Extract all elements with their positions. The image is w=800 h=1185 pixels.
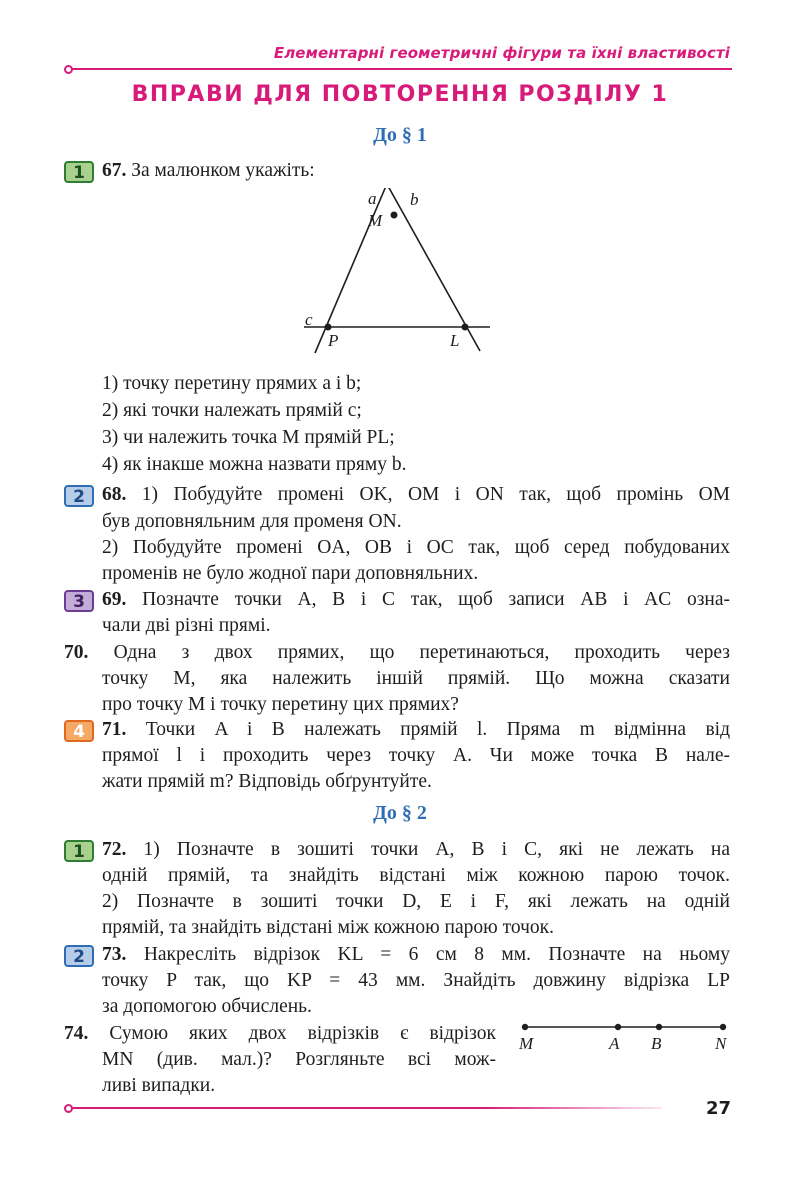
exercise-number: 69.: [102, 589, 127, 610]
exercise-67-title: [102, 158, 730, 183]
exercise-72-line-1: [102, 837, 730, 862]
exercise-number: 71.: [102, 719, 127, 740]
exercise-number: 67.: [102, 160, 127, 181]
point-n: [720, 1024, 726, 1030]
exercise-72-line-3: 2) Позначте в зошиті точки D, E і F, які лежать на одній: [102, 891, 730, 912]
exercise-number: 68.: [102, 484, 127, 505]
label-b: b: [410, 190, 419, 209]
exercise-text: 1) Позначте в зошиті точки A, B і C, які не лежать на: [143, 839, 731, 860]
point-m: [522, 1024, 528, 1030]
level-badge: 4: [64, 720, 94, 742]
label-p: P: [328, 331, 339, 350]
level-badge: 2: [64, 485, 94, 507]
exercise-69-line-2: чали дві різні прямі.: [102, 615, 271, 636]
exercise-73-line-2: точку P так, що KP = 43 мм. Знайдіть довжину відрізка LP: [102, 970, 730, 991]
level-badge: 3: [64, 590, 94, 612]
figure-segment-mn: [515, 1015, 740, 1055]
exercise-text: Точки A і B належать прямій l. Пряма m відмінна від: [145, 719, 731, 740]
label-b: B: [651, 1034, 662, 1053]
exercise-74-line-2: MN (див. мал.)? Розгляньте всі мож-: [102, 1049, 496, 1070]
label-m: M: [519, 1034, 534, 1053]
exercise-text: Позначте точки A, B і C так, щоб записи AB і AC озна-: [142, 589, 731, 610]
exercise-72-line-2: одній прямій, та знайдіть відстані між кожною парою точок.: [102, 865, 730, 886]
exercise-71-line-2: прямої l і проходить через точку A. Чи може точка B нале-: [102, 745, 730, 766]
exercise-74-line-3: ливі випадки.: [102, 1075, 216, 1096]
label-c: c: [305, 310, 313, 329]
exercise-67-item-3: 3) чи належить точка M прямій PL;: [102, 427, 395, 448]
label-l: L: [450, 331, 460, 350]
exercise-number: 73.: [102, 944, 127, 965]
exercise-text: Одна з двох прямих, що перетинаються, проходить через: [113, 642, 730, 663]
label-a: a: [368, 189, 377, 208]
exercise-number: 70.: [64, 642, 89, 663]
exercise-number: 74.: [64, 1023, 89, 1044]
point-b: [656, 1024, 662, 1030]
point-l: [462, 324, 469, 331]
exercise-67-item-2: 2) які точки належать прямій c;: [102, 400, 362, 421]
exercise-71-line-1: [102, 717, 730, 742]
exercise-text: Накресліть відрізок KL = 6 см 8 мм. Позначте на ньому: [143, 944, 730, 965]
level-badge: 1: [64, 840, 94, 862]
exercise-72-line-4: прямій, та знайдіть відстані між кожною парою точок.: [102, 917, 554, 938]
exercise-67-item-1: 1) точку перетину прямих a і b;: [102, 373, 362, 394]
exercise-68-line-2: був доповняльним для променя ON.: [102, 511, 402, 532]
exercise-67-item-4: 4) як інакше можна назвати пряму b.: [102, 454, 407, 475]
exercise-74-line-1: [64, 1021, 496, 1046]
label-m: M: [368, 211, 383, 230]
exercise-68-line-3: 2) Побудуйте промені OA, OB і OC так, щоб серед побудованих: [102, 537, 730, 558]
point-p: [325, 324, 332, 331]
exercise-text: 1) Побудуйте промені OK, OM і ON так, щоб промінь OM: [141, 484, 730, 505]
exercise-70-line-3: про точку M і точку перетину цих прямих?: [102, 694, 459, 715]
exercise-68-line-1: [102, 482, 730, 507]
section-title-1: До § 1: [373, 124, 427, 146]
point-a: [615, 1024, 621, 1030]
exercise-text: За малюнком укажіть:: [131, 160, 315, 181]
label-n: N: [715, 1034, 727, 1053]
figure-lines-triangle: [290, 188, 510, 358]
exercise-70-line-2: точку M, яка належить іншій прямій. Що можна сказати: [102, 668, 730, 689]
exercise-68-line-4: променів не було жодної пари доповняльних.: [102, 563, 479, 584]
section-title-2: До § 2: [373, 802, 427, 824]
exercise-number: 72.: [102, 839, 127, 860]
exercise-69-line-1: [102, 587, 730, 612]
header-rule: [72, 68, 732, 70]
exercise-71-line-3: жати прямій m? Відповідь обґрунтуйте.: [102, 771, 432, 792]
footer-rule: [72, 1107, 662, 1109]
chapter-title: ВПРАВИ ДЛЯ ПОВТОРЕННЯ РОЗДІЛУ 1: [131, 82, 669, 107]
exercise-73-line-1: [102, 942, 730, 967]
label-a: A: [609, 1034, 620, 1053]
exercise-73-line-3: за допомогою обчислень.: [102, 996, 312, 1017]
page-number: 27: [706, 1098, 732, 1119]
running-header: Елементарні геометричні фігури та їхні властивості: [273, 44, 730, 62]
exercise-text: Сумою яких двох відрізків є відрізок: [109, 1023, 496, 1044]
point-m: [391, 212, 398, 219]
level-badge: 1: [64, 161, 94, 183]
level-badge: 2: [64, 945, 94, 967]
exercise-70-line-1: [64, 640, 730, 665]
